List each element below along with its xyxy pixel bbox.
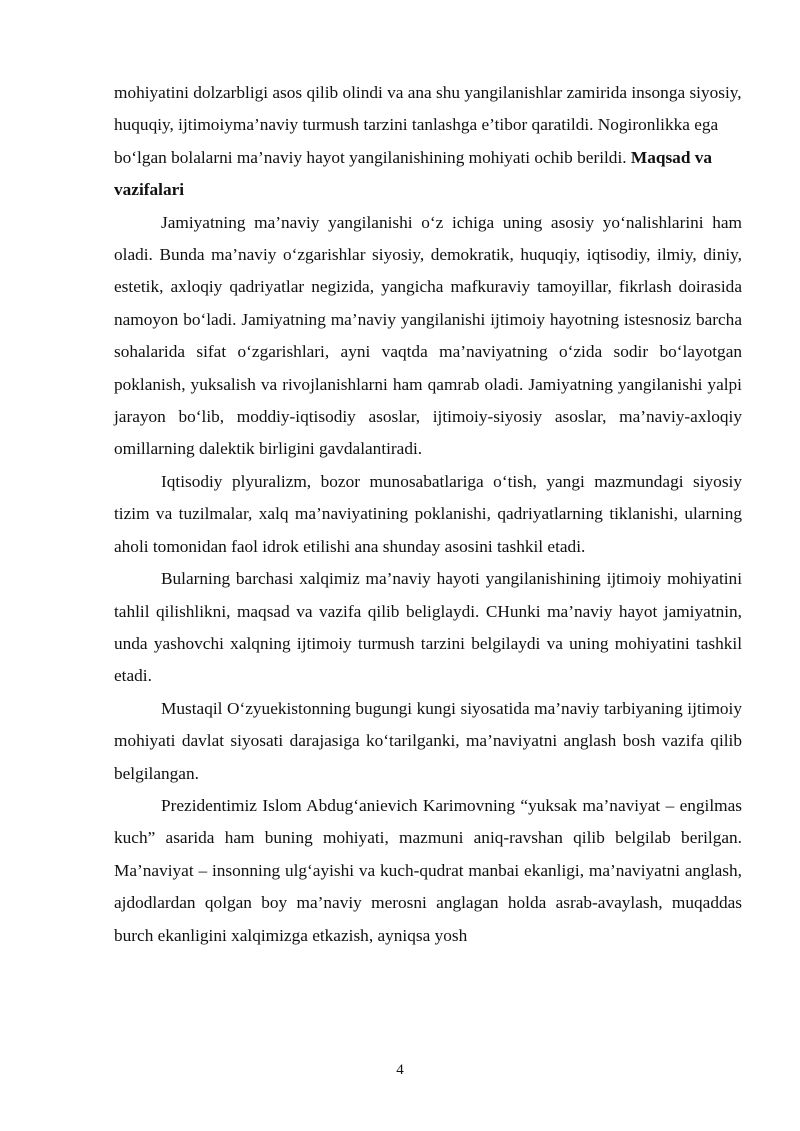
body-paragraph-1: Jamiyatning ma’naviy yangilanishi o‘z ichiga uning asosiy yo‘nalishlarini ham oladi. Bunda ma’naviy o‘zgarishlar siyosiy, demokratik, huquqiy, iqtisodiy, ilmiy, diniy, estetik, axloqiy qadriyatlar negizida, yangicha mafkuraviy tamoyillar, fikrlash doirasida namoyon bo‘ladi. Jamiyatning ma’naviy yangilanishi ijtimoiy hayotning istesnosiz barcha sohalarida sifat o‘zgarishlari, ayni vaqtda ma’naviyatning o‘zida sodir bo‘layotgan poklanish, yuksalish va rivojlanishlarni ham qamrab oladi. Jamiyatning yangilanishi yalpi jarayon bo‘lib, moddiy-iqtisodiy asoslar, ijtimoiy-siyosiy asoslar, ma’naviy-axloqiy omillarning dalektik birligini gavdalantiradi. <box>114 212 742 459</box>
page-content <box>114 77 742 952</box>
body-paragraph-2: Iqtisodiy plyuralizm, bozor munosabatlariga o‘tish, yangi mazmundagi siyosiy tizim va tuzilmalar, xalq ma’naviyatining poklanishi, qadriyatlarning tiklanishi, ularning aholi tomonidan faol idrok etilishi ana shunday asosini tashkil etadi. <box>114 471 742 556</box>
intro-paragraph <box>114 77 742 207</box>
section-heading: Maqsad va vazifalari <box>114 147 713 200</box>
body-paragraph-4: Mustaqil O‘zyuekistonning bugungi kungi siyosatida ma’naviy tarbiyaning ijtimoiy mohiyati davlat siyosati darajasiga ko‘tarilganki, ma’naviyatni anglash bosh vazifa qilib belgilangan. <box>114 698 742 783</box>
intro-text: mohiyatini dolzarbligi asos qilib olindi va ana shu yangilanishlar zamirida insonga siyosiy, huquqiy, ijtimoiyma’naviy turmush tarzini tanlashga e’tibor qaratildi. Nogironlikka ega bo‘lgan bolalarni ma’naviy hayot yangilanishining mohiyati ochib berildi. <box>114 83 742 167</box>
body-paragraph-5: Prezidentimiz Islom Abdug‘anievich Karimovning “yuksak ma’naviyat – engilmas kuch” asarida ham buning mohiyati, mazmuni aniq-ravshan qilib belgilab berilgan. Ma’naviyat – insonning ulg‘ayishi va kuch-qudrat manbai ekanligi, ma’naviyatni anglash, ajdodlardan qolgan boy ma’naviy merosni anglagan holda asrab-avaylash, muqaddas burch ekanligini xalqimizga etkazish, ayniqsa yosh <box>114 795 742 945</box>
page-number: 4 <box>396 1062 404 1078</box>
body-paragraph-3: Bularning barchasi xalqimiz ma’naviy hayoti yangilanishining ijtimoiy mohiyatini tahlil qilishlikni, maqsad va vazifa qilib beliglaydi. CHunki ma’naviy hayot jamiyatnin, unda yashovchi xalqning ijtimoiy turmush tarzini belgilaydi va uning mohiyatini tashkil etadi. <box>114 569 742 686</box>
